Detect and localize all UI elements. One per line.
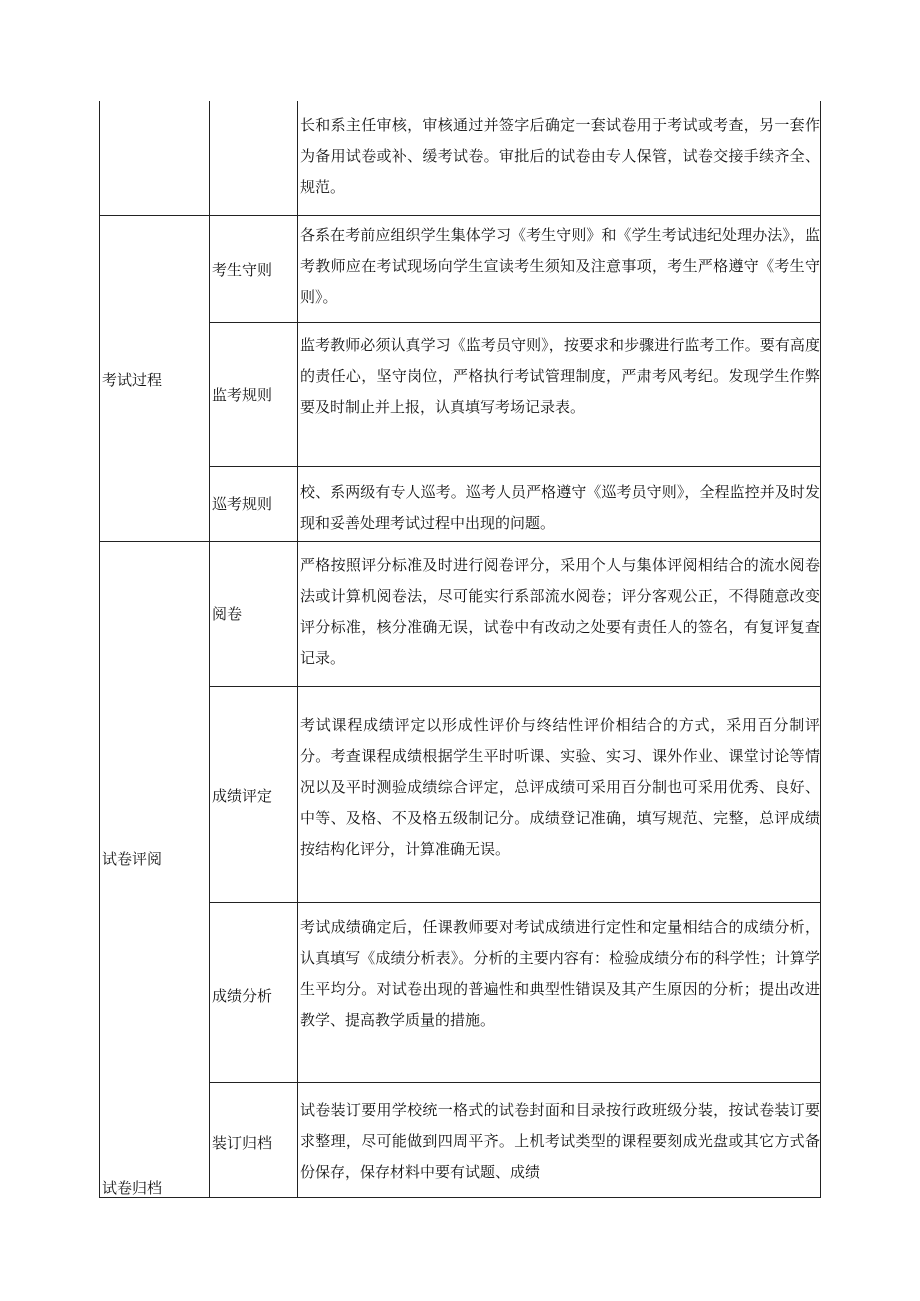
item-label-grading: 阅卷 bbox=[212, 605, 243, 623]
table-border-bottom bbox=[99, 1197, 821, 1198]
item-label-examinee-rules: 考生守则 bbox=[212, 261, 273, 279]
item-label-score-evaluation: 成绩评定 bbox=[212, 787, 273, 805]
content-grading: 严格按照评分标准及时进行阅卷评分，采用个人与集体评阅相结合的流水阅卷法或计算机阅卷法，尽可能实行系部流水阅卷；评分客观公正，不得随意改变评分标准，核分准确无误，试卷中有改动之处要有责任人的签名，有复评复查记录。 bbox=[300, 556, 820, 667]
content-binding-archive: 试卷装订要用学校统一格式的试卷封面和目录按行政班级分装，按试卷装订要求整理，尽可能做到四周平齐。上机考试类型的课程要刻成光盘或其它方式备份保存，保存材料中要有试题、成绩 bbox=[300, 1101, 820, 1181]
item-label-invigilation-rules: 监考规则 bbox=[212, 386, 273, 404]
row-divider-4 bbox=[209, 902, 821, 903]
section-label-paper-review: 试卷评阅 bbox=[102, 850, 163, 868]
row-divider-1 bbox=[209, 322, 821, 323]
section-label-paper-archive: 试卷归档 bbox=[102, 1179, 163, 1197]
row-divider-2 bbox=[209, 466, 821, 467]
section-label-exam-process: 考试过程 bbox=[102, 371, 163, 389]
table-border-right bbox=[820, 101, 821, 1198]
table-border-left bbox=[99, 101, 100, 1198]
content-invigilation-rules: 监考教师必须认真学习《监考员守则》，按要求和步骤进行监考工作。要有高度的责任心，坚守岗位，严格执行考试管理制度，严肃考风考纪。发现学生作弊要及时制止并上报，认真填写考场记录表。 bbox=[300, 336, 820, 416]
row-divider-full-1 bbox=[99, 215, 821, 216]
content-score-analysis: 考试成绩确定后，任课教师要对考试成绩进行定性和定量相结合的成绩分析，认真填写《成绩分析表》。分析的主要内容有：检验成绩分布的科学性；计算学生平均分。对试卷出现的普遍性和典型性错误及其产生原因的分析；提出改进教学、提高教学质量的措施。 bbox=[300, 918, 820, 1029]
row-divider-3 bbox=[209, 686, 821, 687]
row-divider-5 bbox=[209, 1082, 821, 1083]
content-patrol-rules: 校、系两级有专人巡考。巡考人员严格遵守《巡考员守则》，全程监控并及时发现和妥善处理考试过程中出现的问题。 bbox=[300, 483, 820, 532]
row-divider-full-2 bbox=[99, 541, 821, 542]
item-label-binding-archive: 装订归档 bbox=[212, 1134, 273, 1152]
content-paper-approval: 长和系主任审核，审核通过并签字后确定一套试卷用于考试或考查，另一套作为备用试卷或补、缓考试卷。审批后的试卷由专人保管，试卷交接手续齐全、规范。 bbox=[300, 116, 820, 196]
item-label-score-analysis: 成绩分析 bbox=[212, 987, 273, 1005]
item-label-patrol-rules: 巡考规则 bbox=[212, 495, 273, 513]
content-score-evaluation: 考试课程成绩评定以形成性评价与终结性评价相结合的方式，采用百分制评分。考查课程成绩根据学生平时听课、实验、实习、课外作业、课堂讨论等情况以及平时测验成绩综合评定，总评成绩可采用百分制也可采用优秀、良好、中等、及格、不及格五级制记分。成绩登记准确，填写规范、完整，总评成绩按结构化评分，计算准确无误。 bbox=[300, 716, 820, 858]
content-examinee-rules: 各系在考前应组织学生集体学习《考生守则》和《学生考试违纪处理办法》，监考教师应在考试现场向学生宣读考生须知及注意事项，考生严格遵守《考生守则》。 bbox=[300, 226, 820, 306]
table-column-divider-1 bbox=[209, 101, 210, 1198]
table-column-divider-2 bbox=[297, 101, 298, 1198]
